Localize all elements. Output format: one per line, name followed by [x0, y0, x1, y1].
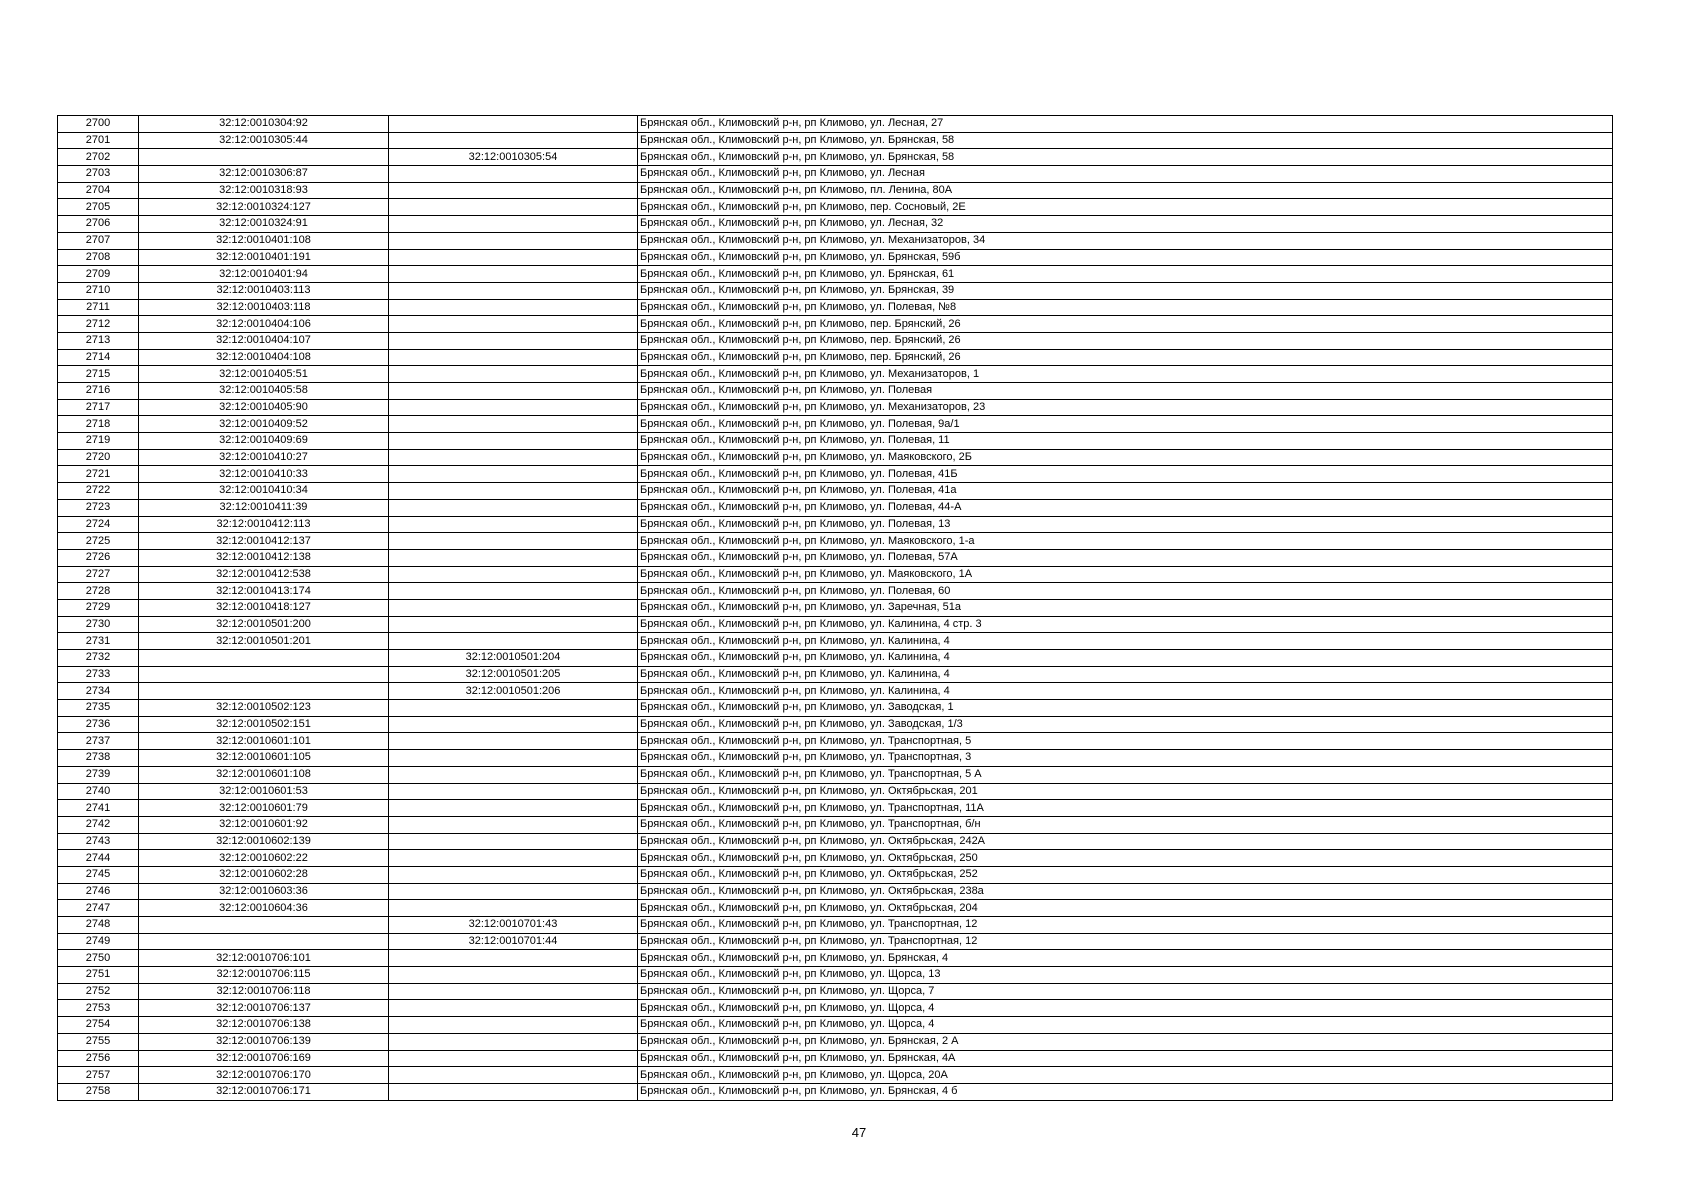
secondary-cadastral-number-cell: [389, 766, 638, 783]
secondary-cadastral-number-cell: [389, 616, 638, 633]
row-number-cell: 2701: [58, 132, 139, 149]
secondary-cadastral-number-cell: [389, 950, 638, 967]
table-row: [58, 1033, 1613, 1050]
table-row: [58, 399, 1613, 416]
property-table: [57, 115, 1613, 1101]
table-row: [58, 983, 1613, 1000]
cadastral-number-cell: 32:12:0010412:138: [139, 549, 389, 566]
row-number-cell: 2725: [58, 533, 139, 550]
address-cell: Брянская обл., Климовский р-н, рп Климово, пер. Сосновый, 2Е: [638, 199, 1613, 216]
row-number-cell: 2740: [58, 783, 139, 800]
secondary-cadastral-number-cell: [389, 199, 638, 216]
row-number-cell: 2719: [58, 433, 139, 450]
secondary-cadastral-number-cell: [389, 983, 638, 1000]
row-number-cell: 2713: [58, 332, 139, 349]
address-cell: Брянская обл., Климовский р-н, рп Климово, ул. Калинина, 4: [638, 683, 1613, 700]
table-row: [58, 249, 1613, 266]
row-number-cell: 2752: [58, 983, 139, 1000]
cadastral-number-cell: 32:12:0010706:170: [139, 1067, 389, 1084]
table-row: [58, 1017, 1613, 1034]
table-row: [58, 166, 1613, 183]
row-number-cell: 2742: [58, 816, 139, 833]
cadastral-number-cell: 32:12:0010601:101: [139, 733, 389, 750]
table-row: [58, 533, 1613, 550]
table-row: [58, 1000, 1613, 1017]
address-cell: Брянская обл., Климовский р-н, рп Климово, ул. Полевая, 60: [638, 583, 1613, 600]
row-number-cell: 2735: [58, 700, 139, 717]
cadastral-number-cell: 32:12:0010304:92: [139, 116, 389, 133]
address-cell: Брянская обл., Климовский р-н, рп Климово, ул. Щорса, 4: [638, 1017, 1613, 1034]
table-row: [58, 733, 1613, 750]
address-cell: Брянская обл., Климовский р-н, рп Климово, ул. Щорса, 7: [638, 983, 1613, 1000]
address-cell: Брянская обл., Климовский р-н, рп Климово, ул. Заводская, 1: [638, 700, 1613, 717]
row-number-cell: 2726: [58, 549, 139, 566]
row-number-cell: 2727: [58, 566, 139, 583]
secondary-cadastral-number-cell: [389, 1067, 638, 1084]
row-number-cell: 2710: [58, 282, 139, 299]
address-cell: Брянская обл., Климовский р-н, рп Климово, ул. Полевая, 13: [638, 516, 1613, 533]
secondary-cadastral-number-cell: [389, 633, 638, 650]
row-number-cell: 2723: [58, 499, 139, 516]
secondary-cadastral-number-cell: [389, 900, 638, 917]
address-cell: Брянская обл., Климовский р-н, рп Климово, ул. Брянская, 58: [638, 149, 1613, 166]
address-cell: Брянская обл., Климовский р-н, рп Климово, ул. Брянская, 61: [638, 266, 1613, 283]
address-cell: Брянская обл., Климовский р-н, рп Климово, ул. Полевая, 41Б: [638, 466, 1613, 483]
secondary-cadastral-number-cell: [389, 383, 638, 400]
secondary-cadastral-number-cell: [389, 316, 638, 333]
address-cell: Брянская обл., Климовский р-н, рп Климово, ул. Полевая, №8: [638, 299, 1613, 316]
address-cell: Брянская обл., Климовский р-н, рп Климово, ул. Брянская, 2 А: [638, 1033, 1613, 1050]
table-row: [58, 316, 1613, 333]
secondary-cadastral-number-cell: [389, 583, 638, 600]
cadastral-number-cell: [139, 666, 389, 683]
secondary-cadastral-number-cell: [389, 1083, 638, 1100]
cadastral-number-cell: 32:12:0010324:91: [139, 216, 389, 233]
address-cell: Брянская обл., Климовский р-н, рп Климово, ул. Брянская, 39: [638, 282, 1613, 299]
address-cell: Брянская обл., Климовский р-н, рп Климово, ул. Полевая, 41а: [638, 483, 1613, 500]
cadastral-number-cell: 32:12:0010404:108: [139, 349, 389, 366]
cadastral-number-cell: 32:12:0010403:113: [139, 282, 389, 299]
address-cell: Брянская обл., Климовский р-н, рп Климово, ул. Полевая, 9а/1: [638, 416, 1613, 433]
table-row: [58, 332, 1613, 349]
table-row: [58, 483, 1613, 500]
cadastral-number-cell: 32:12:0010418:127: [139, 599, 389, 616]
secondary-cadastral-number-cell: [389, 783, 638, 800]
table-row: [58, 132, 1613, 149]
address-cell: Брянская обл., Климовский р-н, рп Климово, ул. Транспортная, 3: [638, 750, 1613, 767]
row-number-cell: 2712: [58, 316, 139, 333]
cadastral-number-cell: [139, 933, 389, 950]
table-row: [58, 516, 1613, 533]
row-number-cell: 2715: [58, 366, 139, 383]
cadastral-number-cell: 32:12:0010404:107: [139, 332, 389, 349]
row-number-cell: 2721: [58, 466, 139, 483]
table-row: [58, 900, 1613, 917]
table-row: [58, 800, 1613, 817]
address-cell: Брянская обл., Климовский р-н, рп Климово, ул. Калинина, 4 стр. 3: [638, 616, 1613, 633]
address-cell: Брянская обл., Климовский р-н, рп Климово, ул. Заречная, 51а: [638, 599, 1613, 616]
row-number-cell: 2739: [58, 766, 139, 783]
cadastral-number-cell: 32:12:0010501:200: [139, 616, 389, 633]
address-cell: Брянская обл., Климовский р-н, рп Климово, пл. Ленина, 80А: [638, 182, 1613, 199]
table-row: [58, 1050, 1613, 1067]
secondary-cadastral-number-cell: [389, 566, 638, 583]
cadastral-number-cell: 32:12:0010602:28: [139, 866, 389, 883]
table-row: [58, 850, 1613, 867]
table-row: [58, 599, 1613, 616]
cadastral-number-cell: 32:12:0010410:34: [139, 483, 389, 500]
address-cell: Брянская обл., Климовский р-н, рп Климово, пер. Брянский, 26: [638, 332, 1613, 349]
row-number-cell: 2732: [58, 650, 139, 667]
secondary-cadastral-number-cell: [389, 883, 638, 900]
address-cell: Брянская обл., Климовский р-н, рп Климово, ул. Транспортная, 12: [638, 917, 1613, 934]
secondary-cadastral-number-cell: [389, 499, 638, 516]
secondary-cadastral-number-cell: [389, 1033, 638, 1050]
secondary-cadastral-number-cell: [389, 466, 638, 483]
secondary-cadastral-number-cell: [389, 116, 638, 133]
secondary-cadastral-number-cell: [389, 299, 638, 316]
address-cell: Брянская обл., Климовский р-н, рп Климово, ул. Механизаторов, 34: [638, 232, 1613, 249]
row-number-cell: 2736: [58, 716, 139, 733]
cadastral-number-cell: 32:12:0010706:171: [139, 1083, 389, 1100]
row-number-cell: 2737: [58, 733, 139, 750]
address-cell: Брянская обл., Климовский р-н, рп Климово, ул. Брянская, 58: [638, 132, 1613, 149]
cadastral-number-cell: 32:12:0010411:39: [139, 499, 389, 516]
row-number-cell: 2730: [58, 616, 139, 633]
row-number-cell: 2747: [58, 900, 139, 917]
table-row: [58, 116, 1613, 133]
cadastral-number-cell: 32:12:0010405:51: [139, 366, 389, 383]
row-number-cell: 2731: [58, 633, 139, 650]
address-cell: Брянская обл., Климовский р-н, рп Климово, ул. Брянская, 4: [638, 950, 1613, 967]
table-row: [58, 616, 1613, 633]
cadastral-number-cell: 32:12:0010601:108: [139, 766, 389, 783]
secondary-cadastral-number-cell: [389, 1050, 638, 1067]
table-row: [58, 766, 1613, 783]
row-number-cell: 2755: [58, 1033, 139, 1050]
table-row: [58, 700, 1613, 717]
secondary-cadastral-number-cell: [389, 483, 638, 500]
secondary-cadastral-number-cell: [389, 349, 638, 366]
secondary-cadastral-number-cell: [389, 216, 638, 233]
cadastral-number-cell: [139, 650, 389, 667]
address-cell: Брянская обл., Климовский р-н, рп Климово, ул. Октябрьская, 250: [638, 850, 1613, 867]
table-body: [58, 116, 1613, 1101]
table-row: [58, 216, 1613, 233]
table-row: [58, 967, 1613, 984]
row-number-cell: 2743: [58, 833, 139, 850]
cadastral-number-cell: 32:12:0010601:53: [139, 783, 389, 800]
secondary-cadastral-number-cell: [389, 433, 638, 450]
table-row: [58, 650, 1613, 667]
cadastral-number-cell: 32:12:0010404:106: [139, 316, 389, 333]
address-cell: Брянская обл., Климовский р-н, рп Климово, ул. Маяковского, 2Б: [638, 449, 1613, 466]
secondary-cadastral-number-cell: [389, 399, 638, 416]
secondary-cadastral-number-cell: [389, 332, 638, 349]
secondary-cadastral-number-cell: [389, 599, 638, 616]
row-number-cell: 2728: [58, 583, 139, 600]
table-row: [58, 783, 1613, 800]
table-row: [58, 816, 1613, 833]
table-row: [58, 883, 1613, 900]
cadastral-number-cell: 32:12:0010602:22: [139, 850, 389, 867]
secondary-cadastral-number-cell: [389, 850, 638, 867]
address-cell: Брянская обл., Климовский р-н, рп Климово, ул. Транспортная, 5 А: [638, 766, 1613, 783]
row-number-cell: 2749: [58, 933, 139, 950]
table-row: [58, 950, 1613, 967]
address-cell: Брянская обл., Климовский р-н, рп Климово, ул. Полевая, 57А: [638, 549, 1613, 566]
row-number-cell: 2706: [58, 216, 139, 233]
table-row: [58, 917, 1613, 934]
cadastral-number-cell: 32:12:0010401:191: [139, 249, 389, 266]
secondary-cadastral-number-cell: [389, 1017, 638, 1034]
cadastral-number-cell: 32:12:0010604:36: [139, 900, 389, 917]
cadastral-number-cell: 32:12:0010601:92: [139, 816, 389, 833]
row-number-cell: 2724: [58, 516, 139, 533]
row-number-cell: 2720: [58, 449, 139, 466]
table-row: [58, 1083, 1613, 1100]
row-number-cell: 2702: [58, 149, 139, 166]
row-number-cell: 2709: [58, 266, 139, 283]
address-cell: Брянская обл., Климовский р-н, рп Климово, ул. Калинина, 4: [638, 650, 1613, 667]
table-row: [58, 666, 1613, 683]
address-cell: Брянская обл., Климовский р-н, рп Климово, ул. Октябрьская, 204: [638, 900, 1613, 917]
cadastral-number-cell: 32:12:0010305:44: [139, 132, 389, 149]
cadastral-number-cell: 32:12:0010706:101: [139, 950, 389, 967]
address-cell: Брянская обл., Климовский р-н, рп Климово, ул. Щорса, 20А: [638, 1067, 1613, 1084]
table-row: [58, 466, 1613, 483]
row-number-cell: 2754: [58, 1017, 139, 1034]
cadastral-number-cell: 32:12:0010706:115: [139, 967, 389, 984]
cadastral-number-cell: 32:12:0010409:69: [139, 433, 389, 450]
row-number-cell: 2753: [58, 1000, 139, 1017]
address-cell: Брянская обл., Климовский р-н, рп Климово, ул. Брянская, 4А: [638, 1050, 1613, 1067]
row-number-cell: 2722: [58, 483, 139, 500]
address-cell: Брянская обл., Климовский р-н, рп Климово, ул. Заводская, 1/3: [638, 716, 1613, 733]
address-cell: Брянская обл., Климовский р-н, рп Климово, ул. Лесная: [638, 166, 1613, 183]
secondary-cadastral-number-cell: [389, 816, 638, 833]
table-row: [58, 1067, 1613, 1084]
address-cell: Брянская обл., Климовский р-н, рп Климово, пер. Брянский, 26: [638, 316, 1613, 333]
address-cell: Брянская обл., Климовский р-н, рп Климово, ул. Щорса, 4: [638, 1000, 1613, 1017]
address-cell: Брянская обл., Климовский р-н, рп Климово, ул. Полевая, 11: [638, 433, 1613, 450]
row-number-cell: 2738: [58, 750, 139, 767]
address-cell: Брянская обл., Климовский р-н, рп Климово, ул. Брянская, 4 б: [638, 1083, 1613, 1100]
secondary-cadastral-number-cell: [389, 1000, 638, 1017]
row-number-cell: 2757: [58, 1067, 139, 1084]
secondary-cadastral-number-cell: [389, 166, 638, 183]
cadastral-number-cell: 32:12:0010409:52: [139, 416, 389, 433]
secondary-cadastral-number-cell: [389, 182, 638, 199]
secondary-cadastral-number-cell: [389, 833, 638, 850]
secondary-cadastral-number-cell: [389, 249, 638, 266]
cadastral-number-cell: 32:12:0010706:118: [139, 983, 389, 1000]
secondary-cadastral-number-cell: [389, 416, 638, 433]
table-row: [58, 366, 1613, 383]
secondary-cadastral-number-cell: [389, 232, 638, 249]
table-row: [58, 282, 1613, 299]
table-row: [58, 199, 1613, 216]
row-number-cell: 2703: [58, 166, 139, 183]
secondary-cadastral-number-cell: [389, 516, 638, 533]
table-row: [58, 933, 1613, 950]
address-cell: Брянская обл., Климовский р-н, рп Климово, ул. Маяковского, 1-а: [638, 533, 1613, 550]
secondary-cadastral-number-cell: [389, 449, 638, 466]
secondary-cadastral-number-cell: 32:12:0010701:44: [389, 933, 638, 950]
address-cell: Брянская обл., Климовский р-н, рп Климово, ул. Транспортная, б/н: [638, 816, 1613, 833]
secondary-cadastral-number-cell: 32:12:0010701:43: [389, 917, 638, 934]
table-row: [58, 266, 1613, 283]
cadastral-number-cell: 32:12:0010602:139: [139, 833, 389, 850]
cadastral-number-cell: 32:12:0010501:201: [139, 633, 389, 650]
cadastral-number-cell: 32:12:0010601:79: [139, 800, 389, 817]
secondary-cadastral-number-cell: 32:12:0010501:204: [389, 650, 638, 667]
row-number-cell: 2745: [58, 866, 139, 883]
address-cell: Брянская обл., Климовский р-н, рп Климово, ул. Полевая: [638, 383, 1613, 400]
secondary-cadastral-number-cell: [389, 132, 638, 149]
secondary-cadastral-number-cell: [389, 282, 638, 299]
address-cell: Брянская обл., Климовский р-н, рп Климово, ул. Октябрьская, 252: [638, 866, 1613, 883]
row-number-cell: 2707: [58, 232, 139, 249]
secondary-cadastral-number-cell: [389, 366, 638, 383]
table-row: [58, 416, 1613, 433]
address-cell: Брянская обл., Климовский р-н, рп Климово, ул. Маяковского, 1А: [638, 566, 1613, 583]
row-number-cell: 2733: [58, 666, 139, 683]
secondary-cadastral-number-cell: [389, 967, 638, 984]
cadastral-number-cell: 32:12:0010405:58: [139, 383, 389, 400]
secondary-cadastral-number-cell: [389, 266, 638, 283]
secondary-cadastral-number-cell: 32:12:0010305:54: [389, 149, 638, 166]
cadastral-number-cell: 32:12:0010706:169: [139, 1050, 389, 1067]
row-number-cell: 2718: [58, 416, 139, 433]
cadastral-number-cell: 32:12:0010412:538: [139, 566, 389, 583]
secondary-cadastral-number-cell: [389, 716, 638, 733]
address-cell: Брянская обл., Климовский р-н, рп Климово, ул. Калинина, 4: [638, 633, 1613, 650]
table-row: [58, 433, 1613, 450]
cadastral-number-cell: 32:12:0010403:118: [139, 299, 389, 316]
cadastral-number-cell: 32:12:0010401:94: [139, 266, 389, 283]
table-row: [58, 149, 1613, 166]
cadastral-number-cell: 32:12:0010412:113: [139, 516, 389, 533]
cadastral-number-cell: 32:12:0010502:151: [139, 716, 389, 733]
secondary-cadastral-number-cell: [389, 800, 638, 817]
cadastral-number-cell: 32:12:0010324:127: [139, 199, 389, 216]
secondary-cadastral-number-cell: 32:12:0010501:206: [389, 683, 638, 700]
cadastral-number-cell: [139, 917, 389, 934]
cadastral-number-cell: 32:12:0010706:139: [139, 1033, 389, 1050]
row-number-cell: 2711: [58, 299, 139, 316]
secondary-cadastral-number-cell: 32:12:0010501:205: [389, 666, 638, 683]
table-row: [58, 583, 1613, 600]
cadastral-number-cell: 32:12:0010706:137: [139, 1000, 389, 1017]
table-row: [58, 549, 1613, 566]
table-row: [58, 833, 1613, 850]
cadastral-number-cell: 32:12:0010306:87: [139, 166, 389, 183]
secondary-cadastral-number-cell: [389, 533, 638, 550]
address-cell: Брянская обл., Климовский р-н, рп Климово, ул. Механизаторов, 23: [638, 399, 1613, 416]
address-cell: Брянская обл., Климовский р-н, рп Климово, ул. Транспортная, 12: [638, 933, 1613, 950]
cadastral-number-cell: [139, 149, 389, 166]
cadastral-number-cell: 32:12:0010412:137: [139, 533, 389, 550]
cadastral-number-cell: 32:12:0010601:105: [139, 750, 389, 767]
row-number-cell: 2716: [58, 383, 139, 400]
table-row: [58, 499, 1613, 516]
row-number-cell: 2748: [58, 917, 139, 934]
address-cell: Брянская обл., Климовский р-н, рп Климово, ул. Лесная, 32: [638, 216, 1613, 233]
table-row: [58, 716, 1613, 733]
address-cell: Брянская обл., Климовский р-н, рп Климово, ул. Механизаторов, 1: [638, 366, 1613, 383]
row-number-cell: 2717: [58, 399, 139, 416]
table-row: [58, 383, 1613, 400]
table-row: [58, 566, 1613, 583]
cadastral-number-cell: 32:12:0010502:123: [139, 700, 389, 717]
row-number-cell: 2750: [58, 950, 139, 967]
row-number-cell: 2700: [58, 116, 139, 133]
table-row: [58, 349, 1613, 366]
address-cell: Брянская обл., Климовский р-н, рп Климово, пер. Брянский, 26: [638, 349, 1613, 366]
cadastral-number-cell: 32:12:0010410:33: [139, 466, 389, 483]
address-cell: Брянская обл., Климовский р-н, рп Климово, ул. Щорса, 13: [638, 967, 1613, 984]
row-number-cell: 2758: [58, 1083, 139, 1100]
secondary-cadastral-number-cell: [389, 733, 638, 750]
table-row: [58, 750, 1613, 767]
address-cell: Брянская обл., Климовский р-н, рп Климово, ул. Брянская, 59б: [638, 249, 1613, 266]
row-number-cell: 2744: [58, 850, 139, 867]
page-number: 47: [851, 1125, 867, 1140]
row-number-cell: 2729: [58, 599, 139, 616]
table-row: [58, 633, 1613, 650]
address-cell: Брянская обл., Климовский р-н, рп Климово, ул. Калинина, 4: [638, 666, 1613, 683]
address-cell: Брянская обл., Климовский р-н, рп Климово, ул. Октябрьская, 238а: [638, 883, 1613, 900]
row-number-cell: 2704: [58, 182, 139, 199]
row-number-cell: 2746: [58, 883, 139, 900]
row-number-cell: 2751: [58, 967, 139, 984]
row-number-cell: 2708: [58, 249, 139, 266]
cadastral-number-cell: 32:12:0010413:174: [139, 583, 389, 600]
table-row: [58, 449, 1613, 466]
row-number-cell: 2756: [58, 1050, 139, 1067]
address-cell: Брянская обл., Климовский р-н, рп Климово, ул. Октябрьская, 201: [638, 783, 1613, 800]
cadastral-number-cell: 32:12:0010410:27: [139, 449, 389, 466]
table-row: [58, 683, 1613, 700]
secondary-cadastral-number-cell: [389, 549, 638, 566]
table-row: [58, 182, 1613, 199]
cadastral-number-cell: 32:12:0010405:90: [139, 399, 389, 416]
row-number-cell: 2741: [58, 800, 139, 817]
cadastral-number-cell: 32:12:0010603:36: [139, 883, 389, 900]
cadastral-number-cell: 32:12:0010401:108: [139, 232, 389, 249]
address-cell: Брянская обл., Климовский р-н, рп Климово, ул. Лесная, 27: [638, 116, 1613, 133]
cadastral-number-cell: 32:12:0010706:138: [139, 1017, 389, 1034]
table-row: [58, 299, 1613, 316]
row-number-cell: 2714: [58, 349, 139, 366]
table-row: [58, 866, 1613, 883]
secondary-cadastral-number-cell: [389, 750, 638, 767]
table-row: [58, 232, 1613, 249]
address-cell: Брянская обл., Климовский р-н, рп Климово, ул. Полевая, 44-А: [638, 499, 1613, 516]
row-number-cell: 2734: [58, 683, 139, 700]
row-number-cell: 2705: [58, 199, 139, 216]
secondary-cadastral-number-cell: [389, 700, 638, 717]
address-cell: Брянская обл., Климовский р-н, рп Климово, ул. Октябрьская, 242А: [638, 833, 1613, 850]
address-cell: Брянская обл., Климовский р-н, рп Климово, ул. Транспортная, 5: [638, 733, 1613, 750]
cadastral-number-cell: 32:12:0010318:93: [139, 182, 389, 199]
cadastral-number-cell: [139, 683, 389, 700]
address-cell: Брянская обл., Климовский р-н, рп Климово, ул. Транспортная, 11А: [638, 800, 1613, 817]
secondary-cadastral-number-cell: [389, 866, 638, 883]
